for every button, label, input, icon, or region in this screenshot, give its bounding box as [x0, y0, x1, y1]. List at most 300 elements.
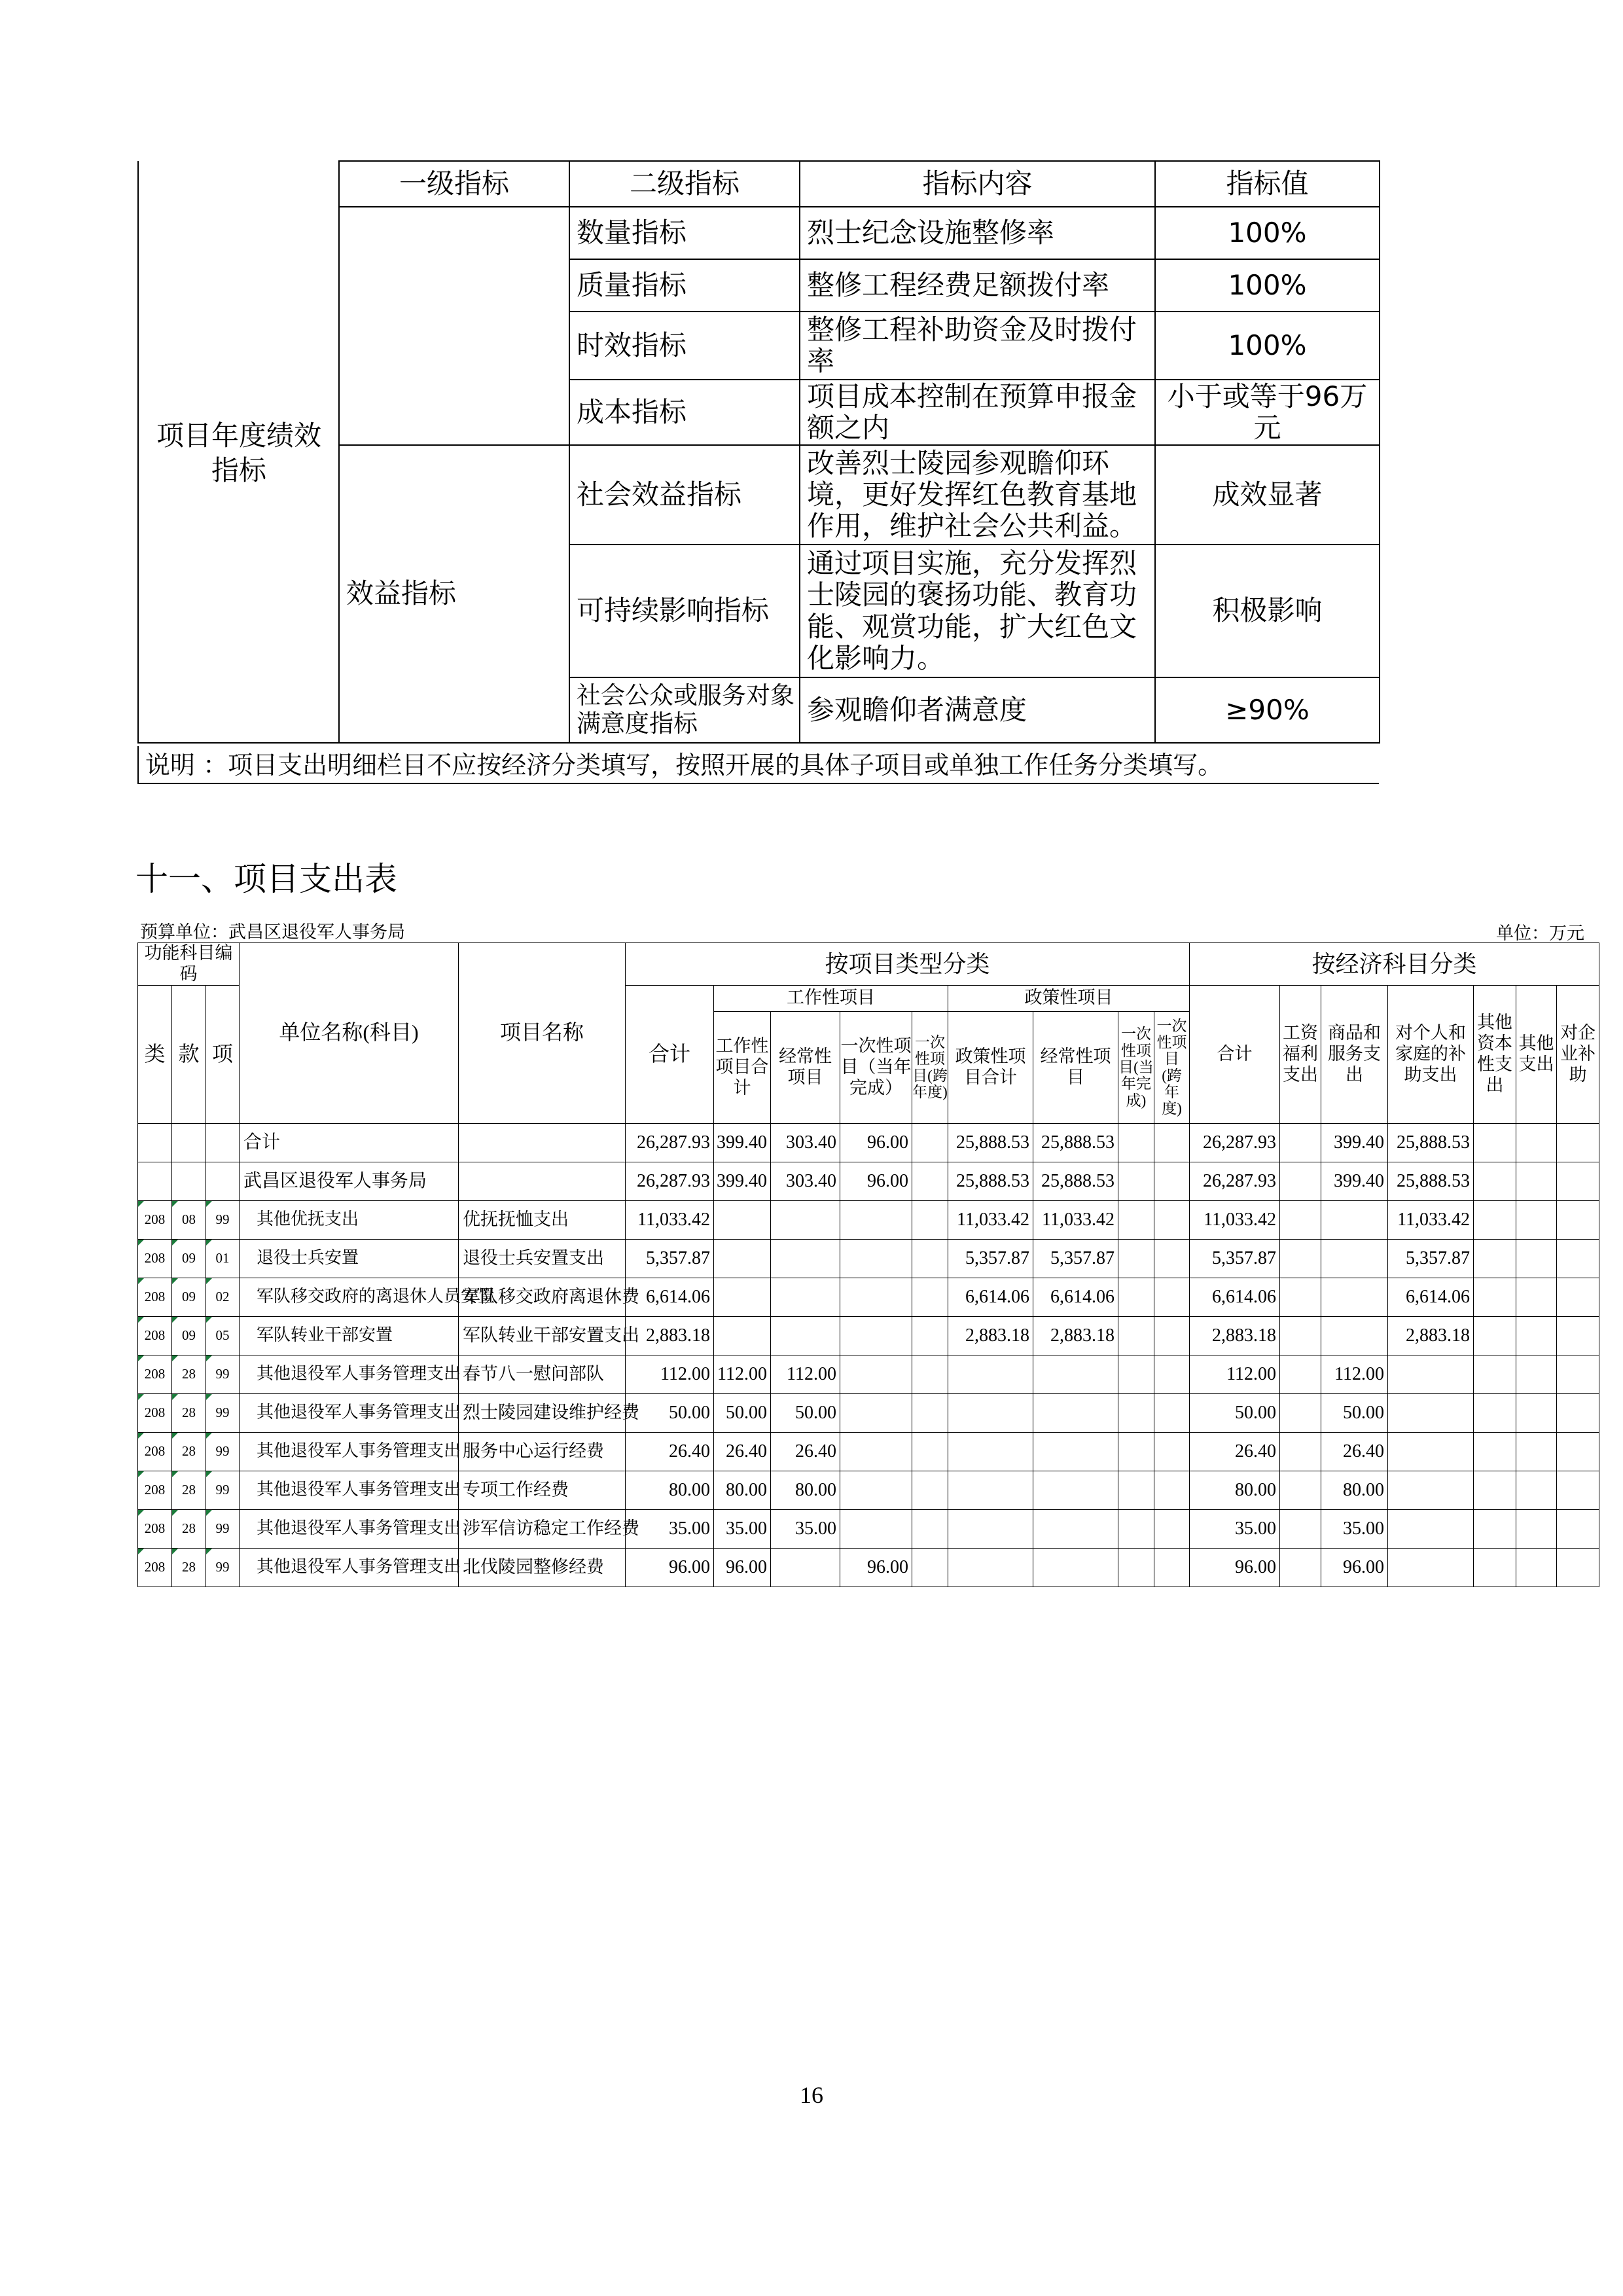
cell-wage — [1280, 1316, 1321, 1355]
cell-xiang: 02 — [206, 1278, 240, 1316]
cell-policy-once-cur — [1118, 1393, 1154, 1432]
cell-econ-total: 5,357.87 — [1190, 1239, 1280, 1278]
cell-goods — [1321, 1316, 1388, 1355]
cell-policy-once-cross — [1154, 1239, 1190, 1278]
cell-lei: 208 — [138, 1355, 172, 1393]
header-policy-once-current: 一次性项目(当年完成) — [1118, 1011, 1154, 1123]
cell-work-regular: 303.40 — [771, 1162, 840, 1200]
cell-total: 11,033.42 — [626, 1200, 714, 1239]
cell-capital — [1474, 1316, 1516, 1355]
perf-value: 100% — [1155, 207, 1380, 259]
cell-total: 35.00 — [626, 1509, 714, 1548]
cell-xiang: 99 — [206, 1355, 240, 1393]
cell-work-once-cross — [912, 1432, 948, 1471]
cell-kuan: 28 — [172, 1548, 206, 1587]
perf-content: 改善烈士陵园参观瞻仰环境，更好发挥红色教育基地作用，维护社会公共利益。 — [800, 445, 1155, 545]
cell-xiang: 99 — [206, 1509, 240, 1548]
cell-subsidy — [1388, 1432, 1474, 1471]
cell-work-once-cross — [912, 1355, 948, 1393]
cell-enterprise — [1557, 1432, 1599, 1471]
cell-project: 退役士兵安置支出 — [459, 1239, 626, 1278]
cell-policy-once-cur — [1118, 1123, 1154, 1162]
cell-policy-once-cross — [1154, 1316, 1190, 1355]
header-kuan: 款 — [172, 985, 206, 1123]
cell-project: 军队转业干部安置支出 — [459, 1316, 626, 1355]
cell-work-total: 80.00 — [714, 1471, 771, 1509]
cell-wage — [1280, 1239, 1321, 1278]
table-row — [138, 1432, 1599, 1471]
cell-policy-regular: 5,357.87 — [1033, 1239, 1118, 1278]
cell-policy-regular: 11,033.42 — [1033, 1200, 1118, 1239]
cell-lei: 208 — [138, 1548, 172, 1587]
cell-name: 其他退役军人事务管理支出 — [240, 1432, 459, 1471]
table-row — [138, 1239, 1599, 1278]
perf-content: 整修工程补助资金及时拨付率 — [800, 312, 1155, 380]
cell-xiang — [206, 1162, 240, 1200]
cell-wage — [1280, 1278, 1321, 1316]
header-policy-projects: 政策性项目 — [948, 985, 1190, 1011]
cell-policy-once-cross — [1154, 1548, 1190, 1587]
cell-enterprise — [1557, 1200, 1599, 1239]
cell-total: 112.00 — [626, 1355, 714, 1393]
cell-lei: 208 — [138, 1316, 172, 1355]
cell-policy-regular — [1033, 1355, 1118, 1393]
cell-xiang: 99 — [206, 1548, 240, 1587]
cell-name: 其他退役军人事务管理支出 — [240, 1355, 459, 1393]
cell-policy-total: 25,888.53 — [948, 1123, 1033, 1162]
perf-level1-output — [339, 207, 569, 445]
cell-kuan — [172, 1123, 206, 1162]
cell-subsidy: 11,033.42 — [1388, 1200, 1474, 1239]
cell-lei: 208 — [138, 1432, 172, 1471]
table-row — [138, 1471, 1599, 1509]
cell-subsidy: 6,614.06 — [1388, 1278, 1474, 1316]
cell-subsidy: 25,888.53 — [1388, 1123, 1474, 1162]
perf-header-value: 指标值 — [1155, 161, 1380, 207]
cell-xiang: 99 — [206, 1200, 240, 1239]
cell-name: 军队转业干部安置 — [240, 1316, 459, 1355]
table-row — [138, 1548, 1599, 1587]
cell-project — [459, 1123, 626, 1162]
cell-other — [1516, 1162, 1557, 1200]
cell-name: 其他退役军人事务管理支出 — [240, 1393, 459, 1432]
cell-capital — [1474, 1239, 1516, 1278]
cell-total: 80.00 — [626, 1471, 714, 1509]
cell-enterprise — [1557, 1355, 1599, 1393]
cell-enterprise — [1557, 1471, 1599, 1509]
cell-total: 96.00 — [626, 1548, 714, 1587]
table-row — [138, 1278, 1599, 1316]
cell-work-regular: 26.40 — [771, 1432, 840, 1471]
cell-work-total — [714, 1316, 771, 1355]
cell-policy-total — [948, 1471, 1033, 1509]
cell-name: 其他退役军人事务管理支出 — [240, 1471, 459, 1509]
cell-econ-total: 112.00 — [1190, 1355, 1280, 1393]
cell-lei — [138, 1162, 172, 1200]
cell-wage — [1280, 1471, 1321, 1509]
money-unit: 单位：万元 — [1496, 924, 1584, 944]
page-number: 16 — [800, 2082, 823, 2108]
cell-subsidy: 2,883.18 — [1388, 1316, 1474, 1355]
perf-level2: 社会效益指标 — [569, 445, 800, 545]
cell-work-once-cross — [912, 1200, 948, 1239]
cell-work-regular: 35.00 — [771, 1509, 840, 1548]
header-xiang: 项 — [206, 985, 240, 1123]
cell-lei: 208 — [138, 1393, 172, 1432]
cell-goods — [1321, 1239, 1388, 1278]
cell-subsidy — [1388, 1355, 1474, 1393]
perf-level2: 成本指标 — [569, 380, 800, 445]
cell-name: 其他退役军人事务管理支出 — [240, 1509, 459, 1548]
cell-policy-once-cur — [1118, 1316, 1154, 1355]
perf-level2: 社会公众或服务对象满意度指标 — [569, 677, 800, 743]
cell-other — [1516, 1432, 1557, 1471]
perf-header-level1: 一级指标 — [339, 161, 569, 207]
cell-work-once-cross — [912, 1509, 948, 1548]
header-unit-name: 单位名称(科目) — [240, 943, 459, 1124]
cell-xiang: 01 — [206, 1239, 240, 1278]
cell-policy-once-cross — [1154, 1355, 1190, 1393]
cell-capital — [1474, 1432, 1516, 1471]
cell-work-once-cross — [912, 1123, 948, 1162]
expense-table — [137, 942, 1599, 1587]
cell-subsidy — [1388, 1471, 1474, 1509]
cell-capital — [1474, 1162, 1516, 1200]
cell-policy-once-cur — [1118, 1162, 1154, 1200]
cell-work-once-cur — [840, 1316, 912, 1355]
header-wage: 工资福利支出 — [1280, 985, 1321, 1123]
cell-work-total: 50.00 — [714, 1393, 771, 1432]
cell-work-once-cur — [840, 1200, 912, 1239]
header-other: 其他支出 — [1516, 985, 1557, 1123]
cell-project: 军队移交政府离退休费 — [459, 1278, 626, 1316]
perf-row-label: 项目年度绩效指标 — [156, 420, 321, 486]
cell-goods: 50.00 — [1321, 1393, 1388, 1432]
cell-econ-total: 35.00 — [1190, 1509, 1280, 1548]
cell-policy-total — [948, 1548, 1033, 1587]
header-enterprise: 对企业补助 — [1557, 985, 1599, 1123]
cell-enterprise — [1557, 1123, 1599, 1162]
cell-work-total: 399.40 — [714, 1162, 771, 1200]
cell-econ-total: 26,287.93 — [1190, 1123, 1280, 1162]
cell-capital — [1474, 1200, 1516, 1239]
cell-policy-total: 6,614.06 — [948, 1278, 1033, 1316]
cell-econ-total: 11,033.42 — [1190, 1200, 1280, 1239]
cell-policy-once-cur — [1118, 1548, 1154, 1587]
cell-capital — [1474, 1355, 1516, 1393]
perf-level2: 质量指标 — [569, 259, 800, 312]
cell-econ-total: 2,883.18 — [1190, 1316, 1280, 1355]
cell-goods: 399.40 — [1321, 1162, 1388, 1200]
cell-enterprise — [1557, 1316, 1599, 1355]
expense-table-caption — [137, 916, 1599, 942]
cell-work-once-cur: 96.00 — [840, 1162, 912, 1200]
cell-other — [1516, 1355, 1557, 1393]
cell-enterprise — [1557, 1162, 1599, 1200]
cell-work-regular: 303.40 — [771, 1123, 840, 1162]
cell-work-regular — [771, 1278, 840, 1316]
cell-policy-once-cur — [1118, 1278, 1154, 1316]
perf-content: 通过项目实施，充分发挥烈士陵园的褒扬功能、教育功能、观赏功能，扩大红色文化影响力。 — [800, 545, 1155, 677]
cell-kuan: 28 — [172, 1471, 206, 1509]
cell-policy-regular — [1033, 1393, 1118, 1432]
cell-work-regular: 112.00 — [771, 1355, 840, 1393]
cell-policy-regular — [1033, 1548, 1118, 1587]
cell-policy-once-cross — [1154, 1393, 1190, 1432]
cell-work-once-cross — [912, 1393, 948, 1432]
cell-kuan: 28 — [172, 1393, 206, 1432]
perf-content: 整修工程经费足额拨付率 — [800, 259, 1155, 312]
cell-wage — [1280, 1548, 1321, 1587]
table-row — [138, 1123, 1599, 1162]
header-work-projects: 工作性项目 — [714, 985, 948, 1011]
header-policy-regular: 经常性项目 — [1033, 1011, 1118, 1123]
perf-value: 100% — [1155, 259, 1380, 312]
cell-work-once-cur — [840, 1355, 912, 1393]
cell-policy-regular — [1033, 1509, 1118, 1548]
cell-kuan: 28 — [172, 1432, 206, 1471]
cell-other — [1516, 1239, 1557, 1278]
header-goods: 商品和服务支出 — [1321, 985, 1388, 1123]
cell-work-total: 35.00 — [714, 1509, 771, 1548]
cell-total: 26.40 — [626, 1432, 714, 1471]
header-by-type: 按项目类型分类 — [626, 943, 1190, 986]
cell-work-once-cross — [912, 1471, 948, 1509]
cell-policy-total: 5,357.87 — [948, 1239, 1033, 1278]
cell-policy-total — [948, 1509, 1033, 1548]
cell-goods: 399.40 — [1321, 1123, 1388, 1162]
cell-subsidy — [1388, 1393, 1474, 1432]
cell-project — [459, 1162, 626, 1200]
cell-policy-regular — [1033, 1432, 1118, 1471]
cell-policy-once-cross — [1154, 1432, 1190, 1471]
cell-other — [1516, 1471, 1557, 1509]
perf-level1-benefit: 效益指标 — [339, 445, 569, 743]
cell-enterprise — [1557, 1548, 1599, 1587]
cell-name: 退役士兵安置 — [240, 1239, 459, 1278]
cell-policy-once-cur — [1118, 1509, 1154, 1548]
cell-other — [1516, 1548, 1557, 1587]
perf-value: 100% — [1155, 312, 1380, 380]
header-work-once-cross: 一次性项目(跨年度) — [912, 1011, 948, 1123]
cell-work-regular — [771, 1200, 840, 1239]
cell-wage — [1280, 1200, 1321, 1239]
cell-enterprise — [1557, 1393, 1599, 1432]
cell-work-once-cur — [840, 1393, 912, 1432]
cell-policy-once-cur — [1118, 1432, 1154, 1471]
header-capital: 其他资本性支出 — [1474, 985, 1516, 1123]
cell-capital — [1474, 1278, 1516, 1316]
cell-policy-regular — [1033, 1471, 1118, 1509]
cell-kuan: 28 — [172, 1355, 206, 1393]
cell-policy-once-cur — [1118, 1200, 1154, 1239]
perf-header-level2: 二级指标 — [569, 161, 800, 207]
cell-policy-regular: 25,888.53 — [1033, 1123, 1118, 1162]
cell-work-total: 96.00 — [714, 1548, 771, 1587]
cell-policy-regular: 6,614.06 — [1033, 1278, 1118, 1316]
cell-capital — [1474, 1123, 1516, 1162]
cell-goods: 80.00 — [1321, 1471, 1388, 1509]
cell-goods — [1321, 1278, 1388, 1316]
cell-goods: 112.00 — [1321, 1355, 1388, 1393]
cell-work-once-cur — [840, 1432, 912, 1471]
cell-lei: 208 — [138, 1509, 172, 1548]
cell-project: 北伐陵园整修经费 — [459, 1548, 626, 1587]
header-by-econ: 按经济科目分类 — [1190, 943, 1599, 986]
cell-other — [1516, 1509, 1557, 1548]
cell-policy-total — [948, 1432, 1033, 1471]
cell-name: 其他优抚支出 — [240, 1200, 459, 1239]
cell-total: 6,614.06 — [626, 1278, 714, 1316]
cell-work-once-cross — [912, 1278, 948, 1316]
cell-project: 服务中心运行经费 — [459, 1432, 626, 1471]
cell-project: 优抚抚恤支出 — [459, 1200, 626, 1239]
header-lei: 类 — [138, 985, 172, 1123]
cell-policy-regular: 25,888.53 — [1033, 1162, 1118, 1200]
cell-capital — [1474, 1509, 1516, 1548]
perf-level2: 时效指标 — [569, 312, 800, 380]
cell-project: 专项工作经费 — [459, 1471, 626, 1509]
perf-note: 说明 ：项目支出明细栏目不应按经济分类填写，按照开展的具体子项目或单独工作任务分类填写。 — [137, 746, 1379, 784]
perf-value: 积极影响 — [1155, 545, 1380, 677]
cell-work-total — [714, 1278, 771, 1316]
cell-other — [1516, 1316, 1557, 1355]
cell-lei: 208 — [138, 1278, 172, 1316]
cell-policy-once-cross — [1154, 1162, 1190, 1200]
cell-work-regular — [771, 1316, 840, 1355]
cell-work-once-cross — [912, 1239, 948, 1278]
header-work-total: 工作性项目合计 — [714, 1011, 771, 1123]
header-econ-total: 合计 — [1190, 985, 1280, 1123]
cell-lei: 208 — [138, 1200, 172, 1239]
cell-work-regular — [771, 1548, 840, 1587]
cell-capital — [1474, 1393, 1516, 1432]
cell-xiang: 99 — [206, 1471, 240, 1509]
cell-goods: 96.00 — [1321, 1548, 1388, 1587]
cell-enterprise — [1557, 1509, 1599, 1548]
cell-wage — [1280, 1162, 1321, 1200]
cell-xiang: 05 — [206, 1316, 240, 1355]
cell-work-regular — [771, 1239, 840, 1278]
perf-level2: 可持续影响指标 — [569, 545, 800, 677]
cell-policy-once-cur — [1118, 1471, 1154, 1509]
cell-work-once-cur: 96.00 — [840, 1548, 912, 1587]
perf-value: ≥90% — [1155, 677, 1380, 743]
cell-subsidy: 25,888.53 — [1388, 1162, 1474, 1200]
header-policy-once-cross: 一次性项目(跨年度) — [1154, 1011, 1190, 1123]
section-title: 十一、项目支出表 — [135, 860, 397, 898]
table-row — [138, 1316, 1599, 1355]
cell-subsidy — [1388, 1509, 1474, 1548]
cell-lei: 208 — [138, 1471, 172, 1509]
cell-wage — [1280, 1509, 1321, 1548]
cell-kuan: 28 — [172, 1509, 206, 1548]
cell-xiang: 99 — [206, 1393, 240, 1432]
cell-name: 军队移交政府的离退休人员安置 — [240, 1278, 459, 1316]
table-row — [138, 1509, 1599, 1548]
cell-subsidy: 5,357.87 — [1388, 1239, 1474, 1278]
table-row — [138, 1355, 1599, 1393]
cell-work-once-cur: 96.00 — [840, 1123, 912, 1162]
cell-other — [1516, 1393, 1557, 1432]
perf-content: 烈士纪念设施整修率 — [800, 207, 1155, 259]
perf-value: 成效显著 — [1155, 445, 1380, 545]
cell-goods: 35.00 — [1321, 1509, 1388, 1548]
cell-wage — [1280, 1355, 1321, 1393]
header-work-regular: 经常性项目 — [771, 1011, 840, 1123]
cell-work-total: 112.00 — [714, 1355, 771, 1393]
header-project-name: 项目名称 — [459, 943, 626, 1124]
cell-work-regular: 50.00 — [771, 1393, 840, 1432]
cell-policy-regular: 2,883.18 — [1033, 1316, 1118, 1355]
cell-policy-total — [948, 1355, 1033, 1393]
cell-kuan: 08 — [172, 1200, 206, 1239]
cell-total: 2,883.18 — [626, 1316, 714, 1355]
perf-value: 小于或等于96万元 — [1155, 380, 1380, 445]
cell-policy-total — [948, 1393, 1033, 1432]
budget-unit: 预算单位：武昌区退役军人事务局 — [140, 922, 405, 942]
perf-level2: 数量指标 — [569, 207, 800, 259]
cell-policy-total: 2,883.18 — [948, 1316, 1033, 1355]
cell-econ-total: 80.00 — [1190, 1471, 1280, 1509]
perf-content: 参观瞻仰者满意度 — [800, 677, 1155, 743]
cell-work-once-cur — [840, 1471, 912, 1509]
cell-policy-once-cross — [1154, 1471, 1190, 1509]
cell-work-total — [714, 1200, 771, 1239]
cell-work-total: 26.40 — [714, 1432, 771, 1471]
cell-econ-total: 26.40 — [1190, 1432, 1280, 1471]
cell-work-once-cross — [912, 1316, 948, 1355]
cell-lei: 208 — [138, 1239, 172, 1278]
cell-policy-once-cross — [1154, 1200, 1190, 1239]
cell-work-regular: 80.00 — [771, 1471, 840, 1509]
perf-content: 项目成本控制在预算申报金额之内 — [800, 380, 1155, 445]
cell-policy-total: 25,888.53 — [948, 1162, 1033, 1200]
cell-work-once-cur — [840, 1509, 912, 1548]
cell-work-total: 399.40 — [714, 1123, 771, 1162]
cell-econ-total: 96.00 — [1190, 1548, 1280, 1587]
cell-policy-once-cross — [1154, 1278, 1190, 1316]
cell-total: 50.00 — [626, 1393, 714, 1432]
cell-goods: 26.40 — [1321, 1432, 1388, 1471]
cell-econ-total: 50.00 — [1190, 1393, 1280, 1432]
cell-goods — [1321, 1200, 1388, 1239]
cell-total: 5,357.87 — [626, 1239, 714, 1278]
cell-kuan: 09 — [172, 1239, 206, 1278]
cell-capital — [1474, 1548, 1516, 1587]
cell-wage — [1280, 1123, 1321, 1162]
cell-policy-total: 11,033.42 — [948, 1200, 1033, 1239]
table-row — [138, 1200, 1599, 1239]
cell-work-total — [714, 1239, 771, 1278]
cell-other — [1516, 1200, 1557, 1239]
cell-lei — [138, 1123, 172, 1162]
cell-policy-once-cur — [1118, 1355, 1154, 1393]
header-work-once-current: 一次性项目（当年完成） — [840, 1011, 912, 1123]
cell-policy-once-cur — [1118, 1239, 1154, 1278]
cell-project: 春节八一慰问部队 — [459, 1355, 626, 1393]
perf-header-content: 指标内容 — [800, 161, 1155, 207]
cell-enterprise — [1557, 1239, 1599, 1278]
header-policy-total: 政策性项目合计 — [948, 1011, 1033, 1123]
cell-name: 合计 — [240, 1123, 459, 1162]
cell-enterprise — [1557, 1278, 1599, 1316]
header-total: 合计 — [626, 985, 714, 1123]
cell-capital — [1474, 1471, 1516, 1509]
cell-kuan — [172, 1162, 206, 1200]
cell-econ-total: 26,287.93 — [1190, 1162, 1280, 1200]
cell-policy-once-cross — [1154, 1509, 1190, 1548]
